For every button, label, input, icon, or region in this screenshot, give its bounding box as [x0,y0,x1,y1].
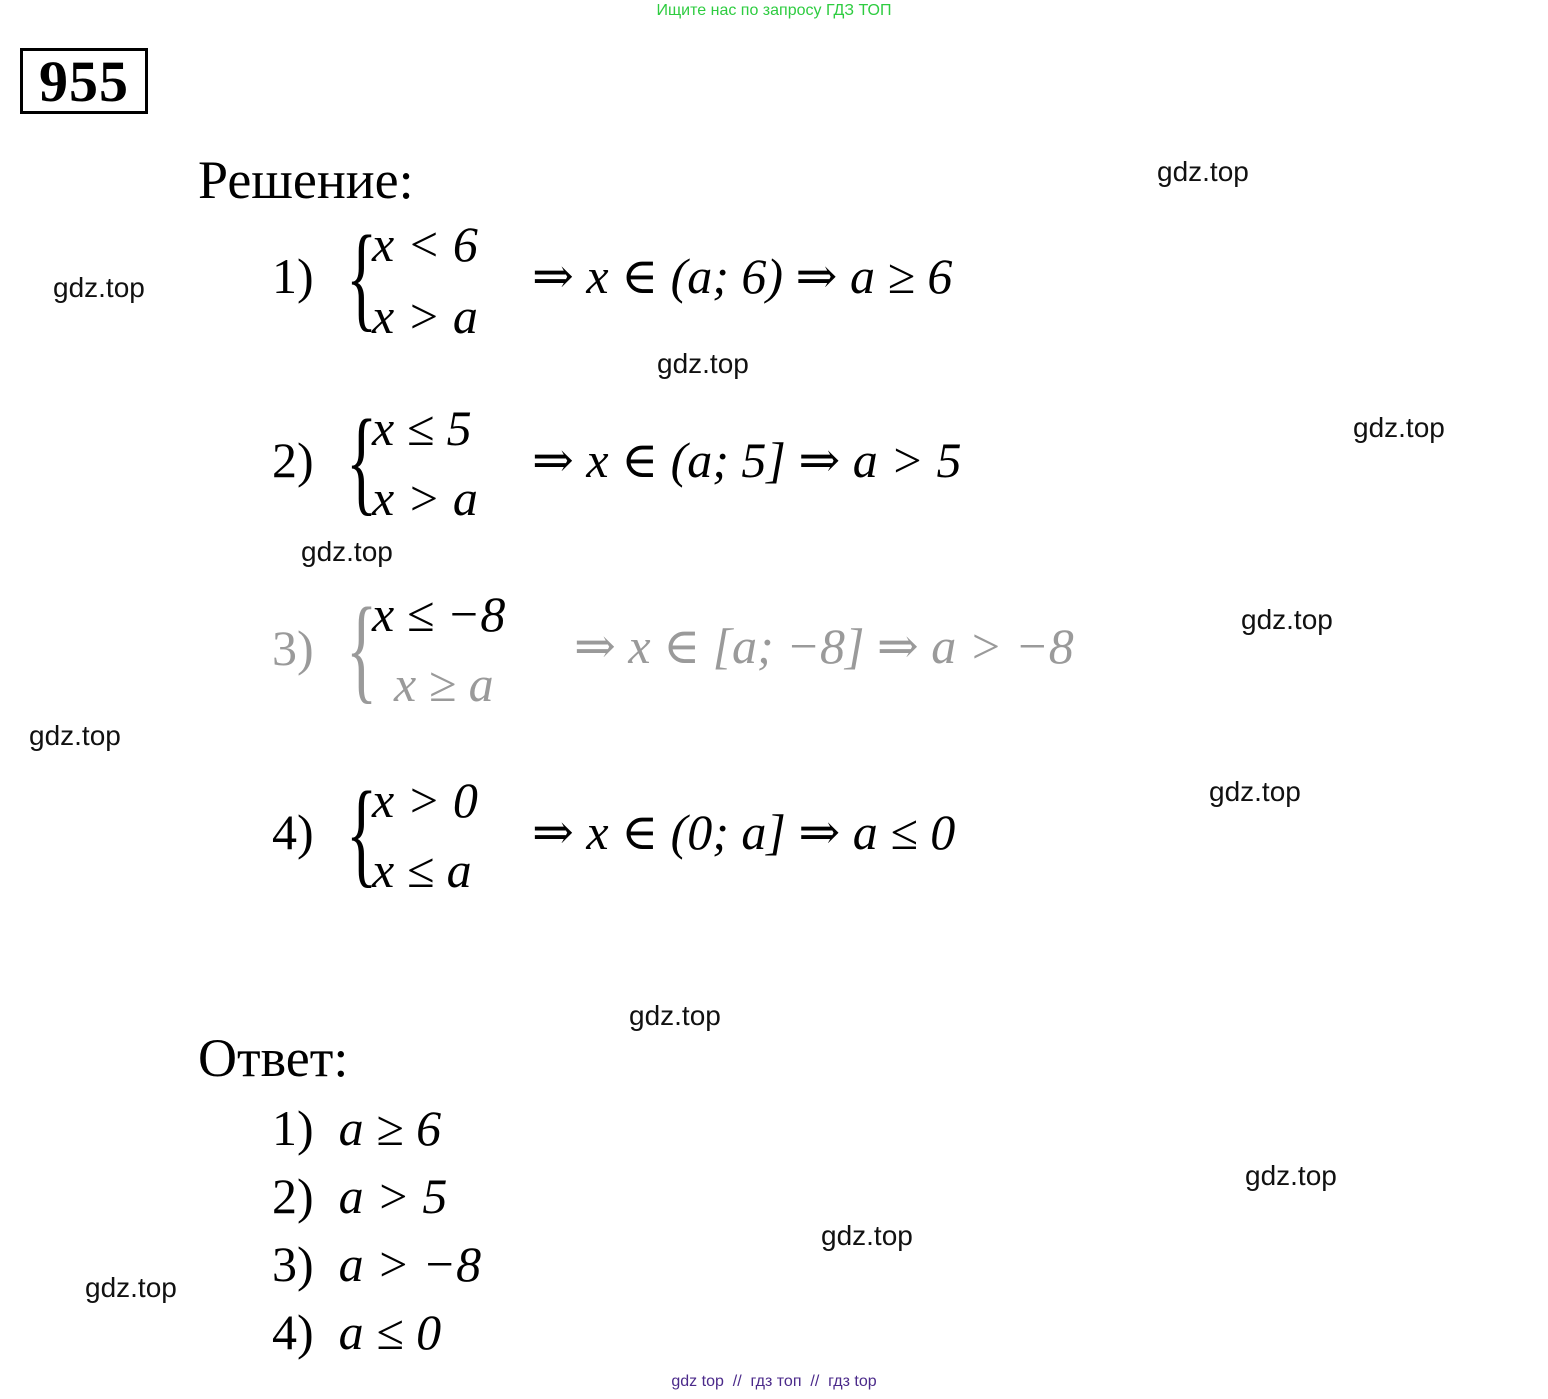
answer-3-text: a > −8 [338,1236,482,1292]
system-1-result: ⇒ x ∈ (a; 6) ⇒ a ≥ 6 [532,248,953,304]
search-banner: Ищите нас по запросу ГДЗ ТОП [656,2,892,19]
answer-2-text: a > 5 [338,1168,448,1224]
watermark: gdz.top [1245,1160,1337,1191]
answer-heading: Ответ: [198,1028,349,1088]
watermark: gdz.top [821,1220,913,1251]
answer-2-number: 2) [272,1168,314,1224]
watermark: gdz.top [1209,776,1301,807]
answer-1 [272,1100,441,1156]
answer-4 [272,1304,441,1360]
answer-1-text: a ≥ 6 [338,1100,442,1156]
watermark: gdz.top [657,348,749,379]
problem-number: 955 [20,48,148,114]
system-1-line-1: x < 6 [372,216,478,272]
system-4-brace: { [346,767,378,898]
footer-watermark: gdz top // гдз топ // гдз top [671,1373,877,1390]
watermark: gdz.top [629,1000,721,1031]
answer-3 [272,1236,481,1292]
answer-1-number: 1) [272,1100,314,1156]
system-2-number: 2) [272,432,314,488]
system-4-line-1: x > 0 [372,772,478,828]
system-1-line-2: x > a [372,288,478,344]
system-3-brace: { [346,583,378,714]
system-3-line-1: x ≤ −8 [372,586,506,642]
answer-4-number: 4) [272,1304,314,1360]
system-2-line-2: x > a [372,470,478,526]
system-3-result: ⇒ x ∈ [a; −8] ⇒ a > −8 [574,618,1074,674]
system-2-line-1: x ≤ 5 [372,400,472,456]
system-2-result: ⇒ x ∈ (a; 5] ⇒ a > 5 [532,432,962,488]
watermark: gdz.top [29,720,121,751]
system-4-number: 4) [272,804,314,860]
watermark: gdz.top [85,1272,177,1303]
answer-4-text: a ≤ 0 [338,1304,442,1360]
system-1-brace: { [346,211,378,342]
system-3-line-2: x ≥ a [394,656,494,712]
watermark: gdz.top [1241,604,1333,635]
answer-3-number: 3) [272,1236,314,1292]
watermark: gdz.top [53,272,145,303]
system-1-number: 1) [272,248,314,304]
answer-2 [272,1168,447,1224]
watermark: gdz.top [1353,412,1445,443]
watermark: gdz.top [301,536,393,567]
watermark: gdz.top [1157,156,1249,187]
system-3-number: 3) [272,620,314,676]
solution-heading: Решение: [198,150,414,210]
system-4-result: ⇒ x ∈ (0; a] ⇒ a ≤ 0 [532,804,956,860]
system-2-brace: { [346,395,378,526]
system-4-line-2: x ≤ a [372,842,472,898]
